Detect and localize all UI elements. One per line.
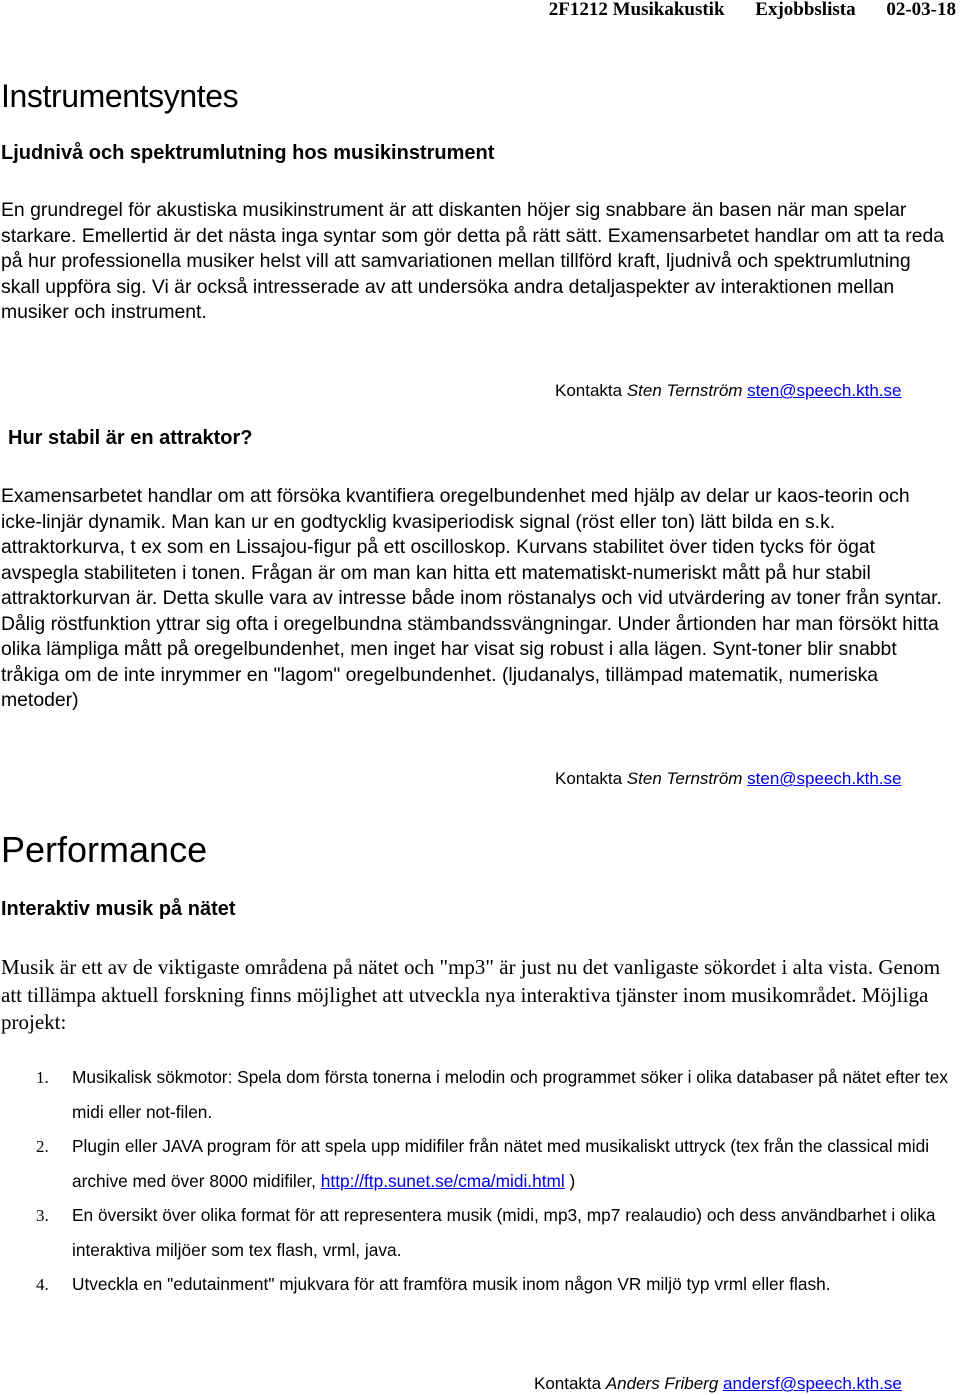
list-item bbox=[0, 1267, 950, 1336]
header-date: 02-03-18 bbox=[886, 0, 956, 20]
list-number: 2. bbox=[36, 1137, 49, 1156]
contact-label: Kontakta bbox=[555, 769, 623, 788]
list-item-text: Plugin eller JAVA program för att spela upp midifiler från nätet med musikaliskt uttryck (tex från the classical midi archive med över 8000 midifiler, bbox=[72, 1136, 930, 1191]
page-header bbox=[523, 0, 956, 20]
contact-line-3 bbox=[534, 1373, 902, 1395]
contact-email-link[interactable]: andersf@speech.kth.se bbox=[723, 1374, 902, 1393]
topic-title-ljudniva: Ljudnivå och spektrumlutning hos musikinstrument bbox=[1, 142, 495, 164]
list-item bbox=[0, 1198, 950, 1267]
midi-archive-link[interactable]: http://ftp.sunet.se/cma/midi.html bbox=[320, 1171, 565, 1191]
topic-title-attraktor: Hur stabil är en attraktor? bbox=[8, 427, 253, 449]
list-number: 1. bbox=[36, 1068, 49, 1087]
header-course: 2F1212 Musikakustik bbox=[548, 0, 725, 20]
list-item bbox=[0, 1129, 950, 1198]
list-item bbox=[0, 1060, 950, 1129]
contact-name: Anders Friberg bbox=[605, 1374, 719, 1393]
list-item-text: Musikalisk sökmotor: Spela dom första tonerna i melodin och programmet söker i olika databaser på nätet efter tex midi eller not-filen. bbox=[72, 1067, 949, 1122]
contact-label: Kontakta bbox=[555, 381, 623, 400]
contact-line-2 bbox=[555, 768, 901, 790]
contact-label: Kontakta bbox=[534, 1374, 602, 1393]
topic-body-attraktor: Examensarbetet handlar om att försöka kvantifiera oregelbundenhet med hjälp av delar ur kaos-teorin och icke-linjär dynamik. Man kan ur en godtycklig kvasiperiodisk signal (röst eller ton) lätt bilda en s.k. attraktorkurva, t ex som en Lissajou-figur på ett oscilloskop. Kurvans stabilitet över tiden tycks för ögat avspegla stabiliteten i tonen. Frågan är om man kan hitta ett matematiskt-numeriskt mått på hur stabil attraktorkurvan är. Detta skulle vara av intresse både inom röstanalys och vid utvärdering av toner från syntar. Dålig röstfunktion yttrar sig ofta i oregelbundna stämbandssvängningar. Under årtionden har man försökt hitta olika lämpliga mått på oregelbundenhet, men inget har visat sig robust i alla lägen. Synt-toner blir snabbt tråkiga om de inte inrymmer en "lagom" oregelbundenhet. (ljudanalys, tillämpad matematik, numeriska metoder) bbox=[1, 485, 942, 711]
contact-name: Sten Ternström bbox=[626, 769, 743, 788]
list-number: 4. bbox=[36, 1275, 49, 1294]
list-number: 3. bbox=[36, 1206, 49, 1225]
topic-body-ljudniva: En grundregel för akustiska musikinstrument är att diskanten höjer sig snabbare än basen när man spelar starkare. Emellertid är det nästa inga syntar som gör detta på rätt sätt. Examensarbetet handlar om att ta reda på hur professionella musiker helst vill att samvariationen mellan tillförd kraft, ljudnivå och spektrumlutning skall uppföra sig. Vi är också intresserade av att undersöka andra detaljaspekter av interaktionen mellan musiker och instrument. bbox=[1, 199, 945, 323]
topic-intro-interaktiv-musik: Musik är ett av de viktigaste områdena på nätet och "mp3" är just nu det vanligaste sökordet i alta vista. Genom att tillämpa aktuell forskning finns möjlighet att utveckla nya interaktiva tjänster inom musikområdet. Möjliga projekt: bbox=[1, 955, 941, 1034]
list-item-text: En översikt över olika format för att representera musik (midi, mp3, mp7 realaudio) och dess användbarhet i olika interaktiva miljöer som tex flash, vrml, java. bbox=[72, 1205, 936, 1260]
contact-email-link[interactable]: sten@speech.kth.se bbox=[747, 381, 902, 400]
header-list: Exjobbslista bbox=[755, 0, 856, 20]
list-item-text-end: ) bbox=[564, 1171, 576, 1191]
section-title-instrumentsyntes: Instrumentsyntes bbox=[1, 78, 239, 114]
project-list bbox=[0, 1060, 950, 1336]
topic-title-interaktiv-musik: Interaktiv musik på nätet bbox=[1, 898, 236, 920]
contact-email-link[interactable]: sten@speech.kth.se bbox=[747, 769, 902, 788]
contact-name: Sten Ternström bbox=[626, 381, 743, 400]
section-title-performance: Performance bbox=[1, 829, 208, 870]
contact-line-1 bbox=[555, 380, 901, 402]
list-item-text: Utveckla en "edutainment" mjukvara för att framföra musik inom någon VR miljö typ vrml eller flash. bbox=[72, 1274, 831, 1294]
